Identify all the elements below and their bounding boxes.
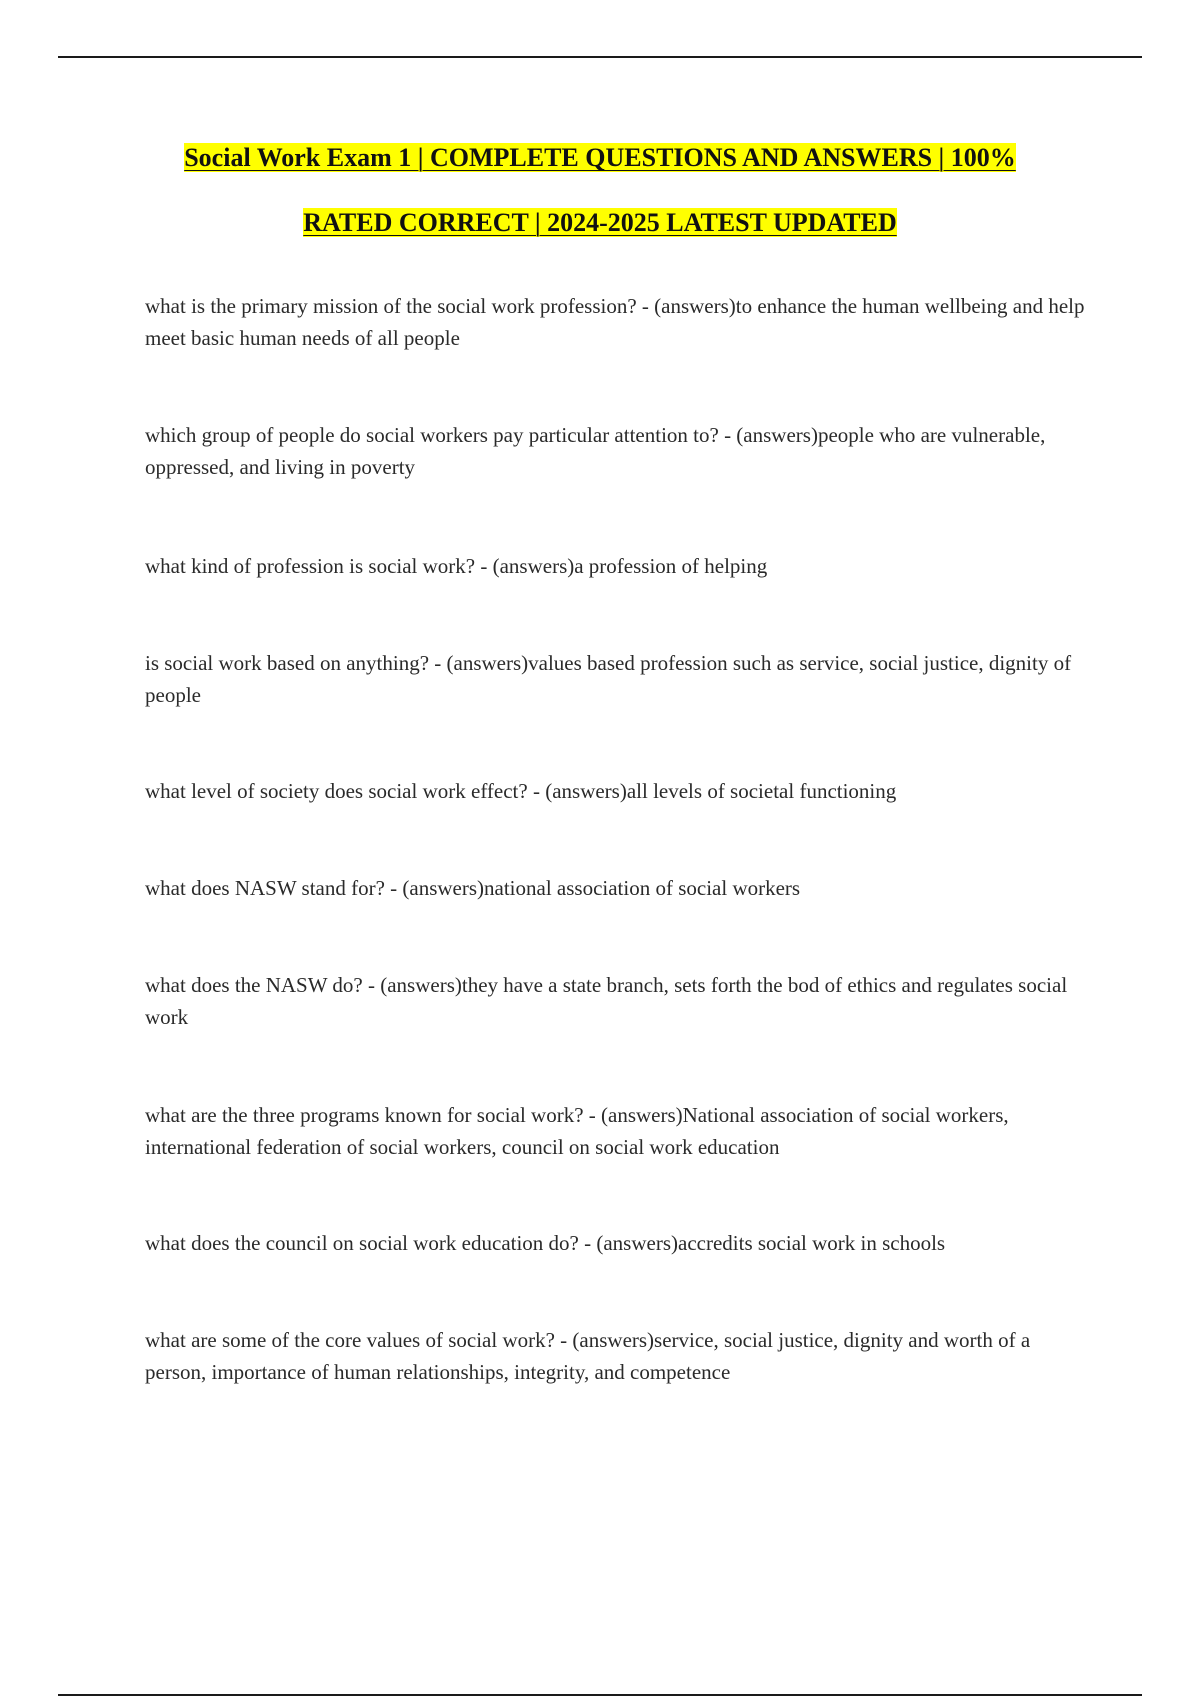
- header-rule: [58, 56, 1142, 58]
- qa-item: what does the council on social work education do? - (answers)accredits social work in schools: [145, 1231, 946, 1255]
- qa-item: which group of people do social workers pay particular attention to? - (answers)people who are vulnerable, oppressed, and living in poverty: [145, 423, 1046, 479]
- title-line-1: Social Work Exam 1 | COMPLETE QUESTIONS AND ANSWERS | 100%: [184, 143, 1016, 172]
- qa-item: what are the three programs known for social work? - (answers)National association of social workers, international federation of social workers, council on social work education: [145, 1103, 1009, 1159]
- document-title: [58, 138, 1142, 243]
- qa-item: what does the NASW do? - (answers)they have a state branch, sets forth the bod of ethics and regulates social work: [145, 973, 1068, 1029]
- title-line-2: RATED CORRECT | 2024-2025 LATEST UPDATED: [303, 208, 897, 237]
- footer-rule: [58, 1694, 1142, 1696]
- qa-item: what is the primary mission of the social work profession? - (answers)to enhance the human wellbeing and help meet basic human needs of all people: [145, 294, 1085, 350]
- qa-item: what are some of the core values of social work? - (answers)service, social justice, dignity and worth of a person, importance of human relationships, integrity, and competence: [145, 1328, 1031, 1384]
- qa-item: what level of society does social work effect? - (answers)all levels of societal functioning: [145, 779, 897, 803]
- qa-item: what does NASW stand for? - (answers)national association of social workers: [145, 876, 801, 900]
- qa-item: what kind of profession is social work? - (answers)a profession of helping: [145, 554, 768, 578]
- qa-item: is social work based on anything? - (answers)values based profession such as service, social justice, dignity of people: [145, 651, 1072, 707]
